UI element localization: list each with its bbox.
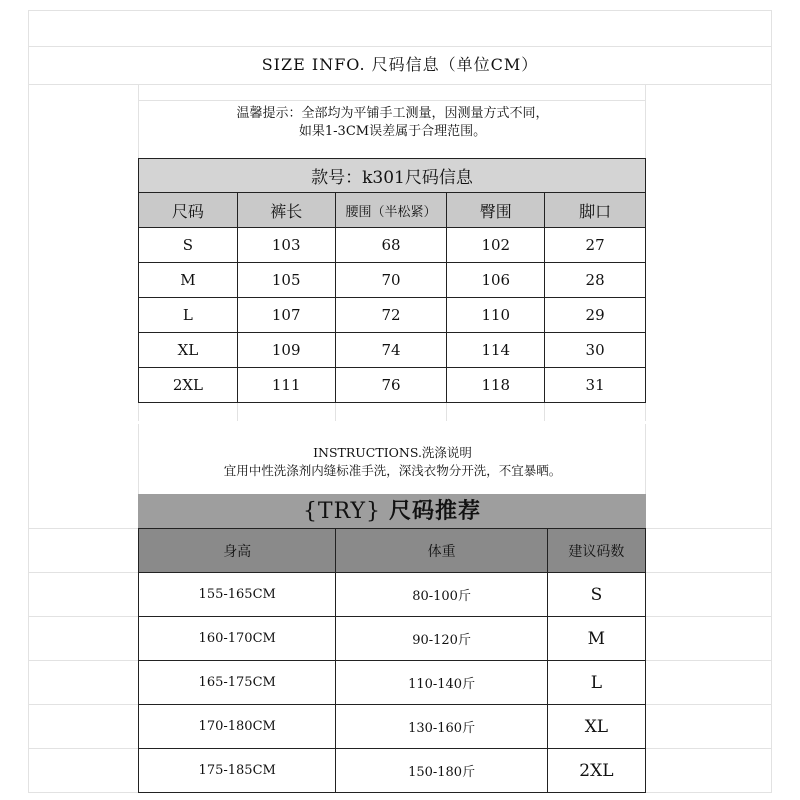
- cell-hip: 102: [447, 228, 545, 263]
- grid-line: [771, 10, 772, 792]
- try-banner-text: 尺码推荐: [389, 498, 482, 524]
- header-height: 身高: [139, 529, 336, 573]
- table-row: [139, 333, 646, 368]
- grid-line: [138, 84, 139, 158]
- size-recommend-table: [138, 528, 646, 793]
- header-hem: 脚口: [545, 193, 646, 228]
- cell-length: 109: [237, 333, 335, 368]
- cell-weight: 130-160斤: [336, 705, 547, 749]
- cell-hem: 31: [545, 368, 646, 403]
- size-info-table: [138, 158, 646, 421]
- cell-suggested-size: 2XL: [547, 749, 645, 793]
- cell-weight: 110-140斤: [336, 661, 547, 705]
- cell-size: M: [139, 263, 238, 298]
- cell-height: 155-165CM: [139, 573, 336, 617]
- cell-waist: 70: [335, 263, 447, 298]
- instructions-text: 宜用中性洗涤剂内缝标准手洗，深浅衣物分开洗，不宜暴晒。: [223, 463, 562, 478]
- cell-size: 2XL: [139, 368, 238, 403]
- cell-waist: 76: [335, 368, 447, 403]
- spacer-row: [139, 403, 646, 422]
- grid-line: [28, 84, 772, 85]
- cell-length: 111: [237, 368, 335, 403]
- grid-line: [28, 46, 772, 47]
- size-table-caption: 款号：k301尺码信息: [139, 159, 646, 193]
- washing-instructions: [140, 444, 645, 480]
- cell-size: L: [139, 298, 238, 333]
- header-hip: 臀围: [447, 193, 545, 228]
- try-tag: {TRY}: [302, 499, 382, 524]
- measurement-notice: [140, 105, 645, 141]
- cell-hem: 27: [545, 228, 646, 263]
- grid-line: [28, 10, 29, 792]
- cell-suggested-size: XL: [547, 705, 645, 749]
- cell-weight: 150-180斤: [336, 749, 547, 793]
- cell-waist: 72: [335, 298, 447, 333]
- grid-line: [138, 100, 645, 101]
- cell-hip: 114: [447, 333, 545, 368]
- header-waist: 腰围（半松紧）: [335, 193, 447, 228]
- header-suggested-size: 建议码数: [547, 529, 645, 573]
- cell-hip: 106: [447, 263, 545, 298]
- size-table-header: [139, 193, 646, 228]
- cell-hip: 118: [447, 368, 545, 403]
- table-row: [139, 368, 646, 403]
- cell-size: XL: [139, 333, 238, 368]
- table-row: [139, 661, 646, 705]
- cell-size: S: [139, 228, 238, 263]
- header-weight: 体重: [336, 529, 547, 573]
- cell-height: 160-170CM: [139, 617, 336, 661]
- cell-suggested-size: L: [547, 661, 645, 705]
- cell-height: 175-185CM: [139, 749, 336, 793]
- table-row: [139, 298, 646, 333]
- grid-line: [138, 424, 139, 494]
- table-row: [139, 705, 646, 749]
- cell-hem: 29: [545, 298, 646, 333]
- page-title: SIZE INFO. 尺码信息（单位CM）: [261, 55, 539, 74]
- table-row: [139, 617, 646, 661]
- cell-weight: 80-100斤: [336, 573, 547, 617]
- notice-line-1: 温馨提示：全部均为平铺手工测量，因测量方式不同，: [236, 106, 549, 121]
- table-row: [139, 228, 646, 263]
- cell-height: 165-175CM: [139, 661, 336, 705]
- cell-hem: 28: [545, 263, 646, 298]
- cell-waist: 68: [335, 228, 447, 263]
- instructions-title: INSTRUCTIONS.洗涤说明: [313, 445, 472, 460]
- cell-weight: 90-120斤: [336, 617, 547, 661]
- notice-line-2: 如果1-3CM误差属于合理范围。: [298, 124, 487, 139]
- cell-length: 105: [237, 263, 335, 298]
- header-length: 裤长: [237, 193, 335, 228]
- cell-suggested-size: S: [547, 573, 645, 617]
- cell-hip: 110: [447, 298, 545, 333]
- size-recommend-banner: [138, 494, 646, 528]
- cell-length: 103: [237, 228, 335, 263]
- cell-height: 170-180CM: [139, 705, 336, 749]
- recommend-table-header: [139, 529, 646, 573]
- cell-length: 107: [237, 298, 335, 333]
- table-row: [139, 749, 646, 793]
- grid-line: [645, 424, 646, 494]
- grid-line: [645, 84, 646, 158]
- grid-line: [28, 10, 772, 11]
- cell-suggested-size: M: [547, 617, 645, 661]
- table-row: [139, 573, 646, 617]
- header-size: 尺码: [139, 193, 238, 228]
- cell-hem: 30: [545, 333, 646, 368]
- cell-waist: 74: [335, 333, 447, 368]
- table-row: [139, 263, 646, 298]
